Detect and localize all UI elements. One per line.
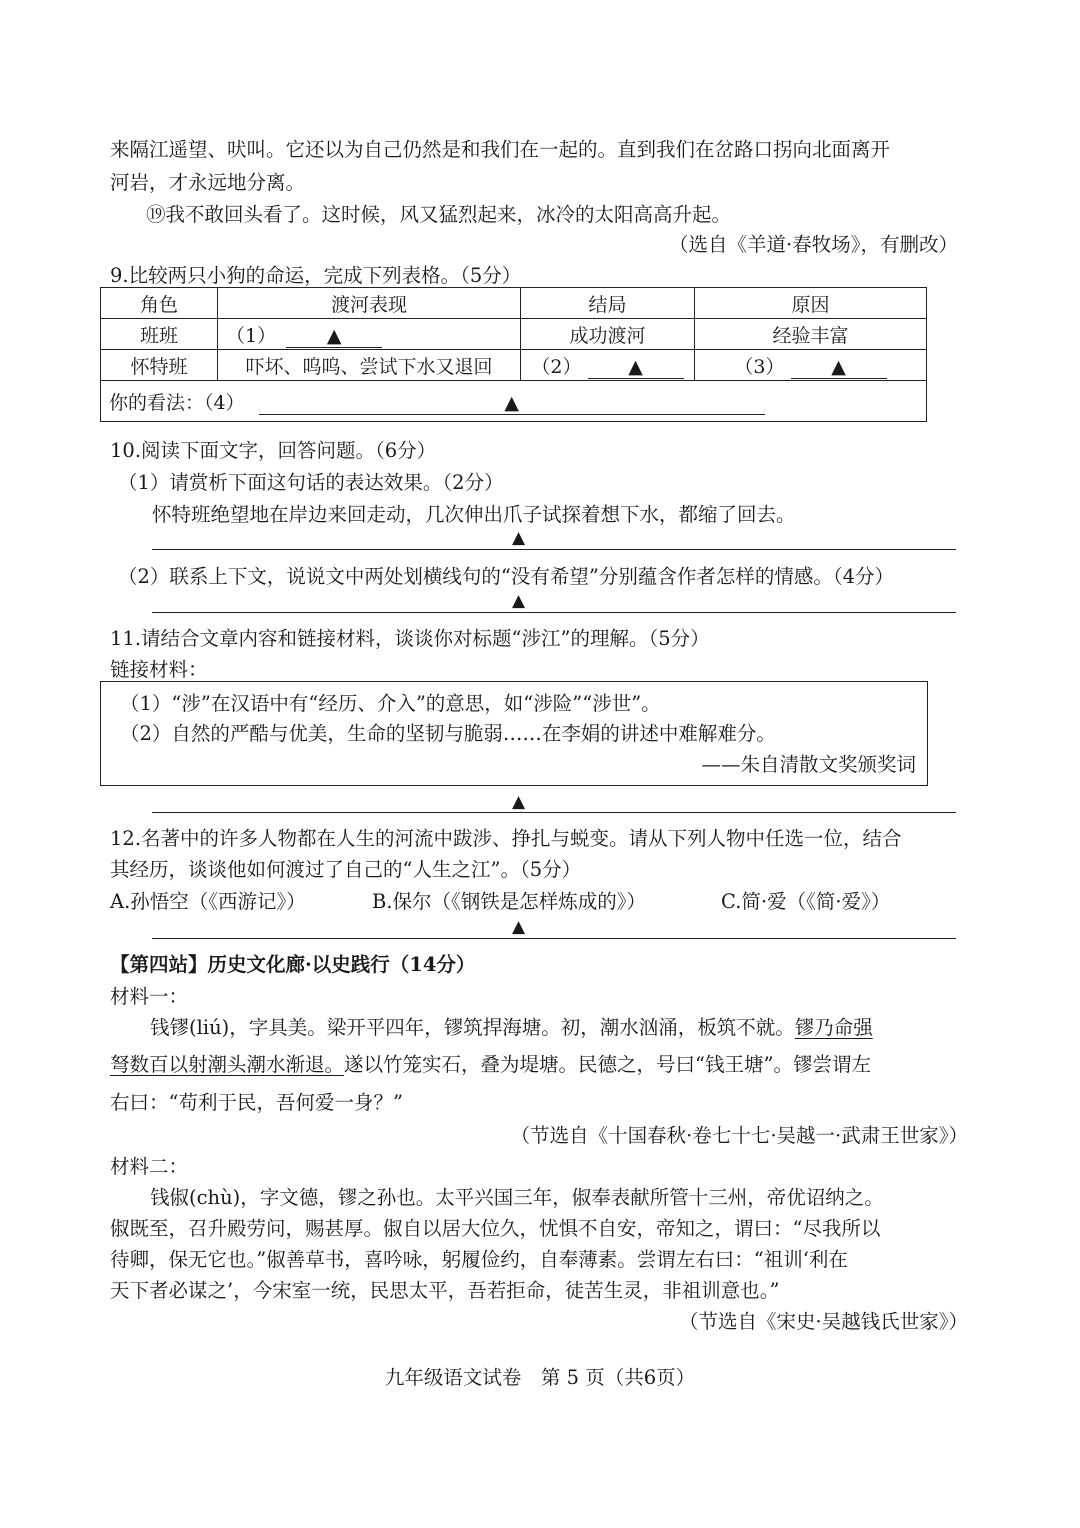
answer-line[interactable] bbox=[152, 549, 956, 550]
blank-label: （2） bbox=[531, 355, 582, 378]
table-header: 结局 bbox=[521, 288, 695, 319]
answer-cell[interactable] bbox=[218, 319, 521, 350]
table-cell: 班班 bbox=[101, 319, 218, 350]
table-cell: 怀特班 bbox=[101, 350, 218, 381]
blank-label: （1） bbox=[226, 324, 277, 347]
table-header: 原因 bbox=[695, 288, 927, 319]
material-1-text bbox=[150, 1012, 873, 1040]
opinion-label: 你的看法：（4） bbox=[109, 391, 245, 414]
answer-blank[interactable] bbox=[791, 356, 887, 379]
question-10-sub1: （1）请赏析下面这句话的表达效果。（2分） bbox=[118, 471, 504, 494]
opinion-cell[interactable] bbox=[101, 381, 927, 422]
material-1-text: 遂以竹笼实石，叠为堤塘。民德之，号曰“钱王塘”。镠尝谓左 bbox=[344, 1053, 871, 1076]
table-row bbox=[101, 350, 927, 381]
table-cell: 吓坏、呜呜、尝试下水又退回 bbox=[218, 350, 521, 381]
link-material-label: 链接材料： bbox=[110, 658, 208, 681]
material-2-text: 待卿，保无它也。”俶善草书，喜吟咏，躬履俭约，自奉薄素。尝谓左右曰：“祖训‘利在 bbox=[110, 1248, 848, 1271]
answer-marker: ▲ bbox=[504, 391, 519, 414]
table-cell: 经验丰富 bbox=[695, 319, 927, 350]
option-c: C.简·爱（《简·爱》） bbox=[721, 890, 891, 913]
answer-marker: ▲ bbox=[512, 917, 526, 937]
answer-marker: ▲ bbox=[831, 355, 846, 378]
answer-blank[interactable] bbox=[286, 325, 382, 348]
answer-marker: ▲ bbox=[512, 792, 526, 812]
answer-line[interactable] bbox=[152, 812, 956, 813]
material-1-source: （节选自《十国春秋·卷七十七·吴越一·武肃王世家》） bbox=[510, 1124, 968, 1147]
table-cell: 成功渡河 bbox=[521, 319, 695, 350]
answer-cell[interactable] bbox=[521, 350, 695, 381]
answer-line[interactable] bbox=[152, 938, 956, 939]
material-2-source: （节选自《宋史·吴越钱氏世家》） bbox=[679, 1310, 968, 1333]
answer-blank[interactable] bbox=[588, 356, 684, 379]
material-1-text: 钱镠(liú)，字具美。梁开平四年，镠筑捍海塘。初，潮水汹涌，板筑不就。 bbox=[150, 1016, 795, 1039]
passage-source: （选自《羊道·春牧场》，有删改） bbox=[669, 233, 958, 256]
question-10-prompt: 10.阅读下面文字，回答问题。（6分） bbox=[110, 439, 437, 462]
passage-line: 来隔江遥望、吠叫。它还以为自己仍然是和我们在一起的。直到我们在岔路口拐向北面离开 bbox=[110, 138, 891, 161]
link-material-item: （2）自然的严酷与优美，生命的坚韧与脆弱……在李娟的讲述中难解难分。 bbox=[120, 722, 776, 745]
table-header: 渡河表现 bbox=[218, 288, 521, 319]
page-footer: 九年级语文试卷 第 5 页（共6页） bbox=[384, 1366, 696, 1389]
material-2-label: 材料二： bbox=[110, 1155, 189, 1178]
answer-blank[interactable] bbox=[259, 392, 765, 415]
question-11-prompt: 11.请结合文章内容和链接材料，谈谈你对标题“涉江”的理解。（5分） bbox=[110, 627, 710, 650]
link-material-item: （1）“涉”在汉语中有“经历、介入”的意思，如“涉险”“涉世”。 bbox=[120, 692, 661, 715]
material-1-label: 材料一： bbox=[110, 985, 189, 1008]
answer-marker: ▲ bbox=[326, 324, 342, 347]
passage-line: 河岩，才永远地分离。 bbox=[110, 171, 306, 194]
material-1-text bbox=[110, 1049, 871, 1077]
material-1-text: 右曰：“苟利于民，吾何爱一身？” bbox=[110, 1091, 403, 1114]
underlined-sentence: 弩数百以射潮头潮水渐退。 bbox=[110, 1053, 345, 1076]
underlined-sentence: 镠乃命强 bbox=[794, 1016, 873, 1039]
question-10-quote: 怀特班绝望地在岸边来回走动，几次伸出爪子试探着想下水，都缩了回去。 bbox=[152, 503, 796, 526]
material-2-text: 俶既至，召升殿劳问，赐甚厚。俶自以居大位久，忧惧不自安，帝知之，谓曰：“尽我所以 bbox=[110, 1217, 881, 1240]
table-header: 角色 bbox=[101, 288, 218, 319]
link-material-source: ——朱自清散文奖颁奖词 bbox=[701, 753, 916, 776]
question-9-table bbox=[100, 287, 927, 422]
table-header-row bbox=[101, 288, 927, 319]
section-title: 【第四站】历史文化廊·以史践行（14分） bbox=[110, 953, 476, 976]
table-row bbox=[101, 319, 927, 350]
question-10-sub2: （2）联系上下文，说说文中两处划横线句的“没有希望”分别蕴含作者怎样的情感。（4分） bbox=[118, 565, 895, 588]
material-2-text: 天下者必谋之’，今宋室一统，民思太平，吾若拒命，徒苦生灵，非祖训意也。” bbox=[110, 1279, 780, 1302]
question-12-prompt: 其经历，谈谈他如何渡过了自己的“人生之江”。（5分） bbox=[110, 858, 582, 881]
question-12-prompt: 12.名著中的许多人物都在人生的河流中跋涉、挣扎与蜕变。请从下列人物中任选一位，结合 bbox=[110, 827, 902, 850]
option-a: A.孙悟空（《西游记》） bbox=[110, 890, 306, 913]
passage-paragraph-19: ⑲我不敢回头看了。这时候，风又猛烈起来，冰冷的太阳高高升起。 bbox=[146, 203, 732, 226]
answer-cell[interactable] bbox=[695, 350, 927, 381]
answer-marker: ▲ bbox=[512, 591, 526, 611]
option-b: B.保尔（《钢铁是怎样炼成的》） bbox=[372, 890, 647, 913]
answer-marker: ▲ bbox=[628, 355, 643, 378]
answer-line[interactable] bbox=[152, 612, 956, 613]
question-9-prompt: 9.比较两只小狗的命运，完成下列表格。（5分） bbox=[110, 264, 522, 287]
answer-marker: ▲ bbox=[512, 528, 526, 548]
material-2-text: 钱俶(chù)，字文德，镠之孙也。太平兴国三年，俶奉表献所管十三州，帝优诏纳之。 bbox=[150, 1186, 884, 1209]
blank-label: （3） bbox=[734, 355, 785, 378]
table-row bbox=[101, 381, 927, 422]
